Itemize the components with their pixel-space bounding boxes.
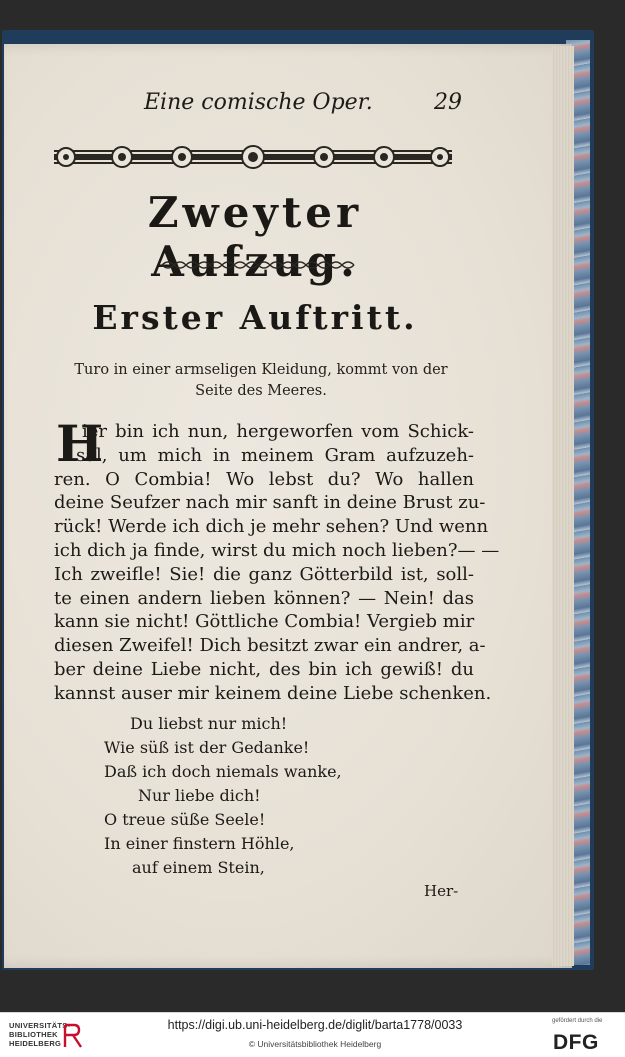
floral-ornament-band: [44, 138, 462, 176]
text-line: deine Seufzer nach mir sanft in deine Brust zu-: [54, 492, 486, 514]
dotted-rule-ornament: [160, 259, 356, 271]
page-number: 29: [434, 90, 462, 115]
scene-title: Erster Auftritt.: [92, 298, 418, 337]
text-line: ren. O Combia! Wo lebst du? Wo hallen: [54, 468, 474, 490]
library-name-line: BIBLIOTHEK: [9, 1030, 58, 1039]
page-stack-edge: [552, 46, 574, 966]
verse-line: Daß ich doch niemals wanke,: [104, 762, 342, 781]
text-line: rück! Werde ich dich je mehr sehen? Und wenn: [54, 516, 489, 538]
song-verse: [104, 712, 424, 880]
running-title: Eine comische Oper.: [144, 90, 373, 115]
text-line: Ich zweifle! Sie! die ganz Götterbild ist, soll-: [54, 563, 474, 585]
monologue-text: [54, 414, 500, 706]
text-line: ber deine Liebe nicht, des bin ich gewiß! du: [54, 658, 474, 680]
text-line: kannst auser mir keinem deine Liebe schenken.: [54, 682, 492, 704]
library-logo-icon[interactable]: [62, 1023, 84, 1049]
copyright-notice: © Universitätsbibliothek Heidelberg: [248, 1039, 382, 1049]
text-line: diesen Zweifel! Dich besitzt zwar ein andrer, a-: [54, 635, 486, 657]
text-line: ich dich ja finde, wirst du mich noch lieben?— —: [54, 539, 500, 561]
library-name-line: UNIVERSITÄTS-: [9, 1021, 71, 1030]
text-line: te einen andern lieben können? — Nein! das: [54, 587, 474, 609]
dfg-logo[interactable]: DFG: [553, 1031, 599, 1054]
verse-line: Nur liebe dich!: [138, 786, 261, 805]
verse-line: Du liebst nur mich!: [130, 714, 288, 733]
drop-cap: H: [56, 414, 104, 473]
catchword: Her-: [424, 882, 459, 900]
funded-by-label: gefördert durch die: [552, 1018, 603, 1024]
footer-bar: [0, 1012, 625, 1057]
library-name-line: HEIDELBERG: [9, 1039, 62, 1048]
stage-direction: Turo in einer armseligen Kleidung, kommt von der Seite des Meeres.: [74, 362, 448, 399]
verse-line: Wie süß ist der Gedanke!: [104, 738, 310, 757]
running-head: [120, 88, 480, 122]
act-title: Zweyter Aufzug.: [147, 188, 363, 286]
verse-line: O treue süße Seele!: [104, 810, 266, 829]
text-line: sal, um mich in meinem Gram aufzuzeh-: [76, 444, 474, 466]
text-line: ier bin ich nun, hergeworfen vom Schick-: [82, 421, 474, 442]
verse-line: auf einem Stein,: [132, 858, 265, 877]
text-line: kann sie nicht! Göttliche Combia! Vergieb mir: [54, 611, 475, 633]
verse-line: In einer finstern Höhle,: [104, 834, 295, 853]
permalink-url[interactable]: https://digi.ub.uni-heidelberg.de/diglit/barta1778/0033: [167, 1018, 463, 1032]
